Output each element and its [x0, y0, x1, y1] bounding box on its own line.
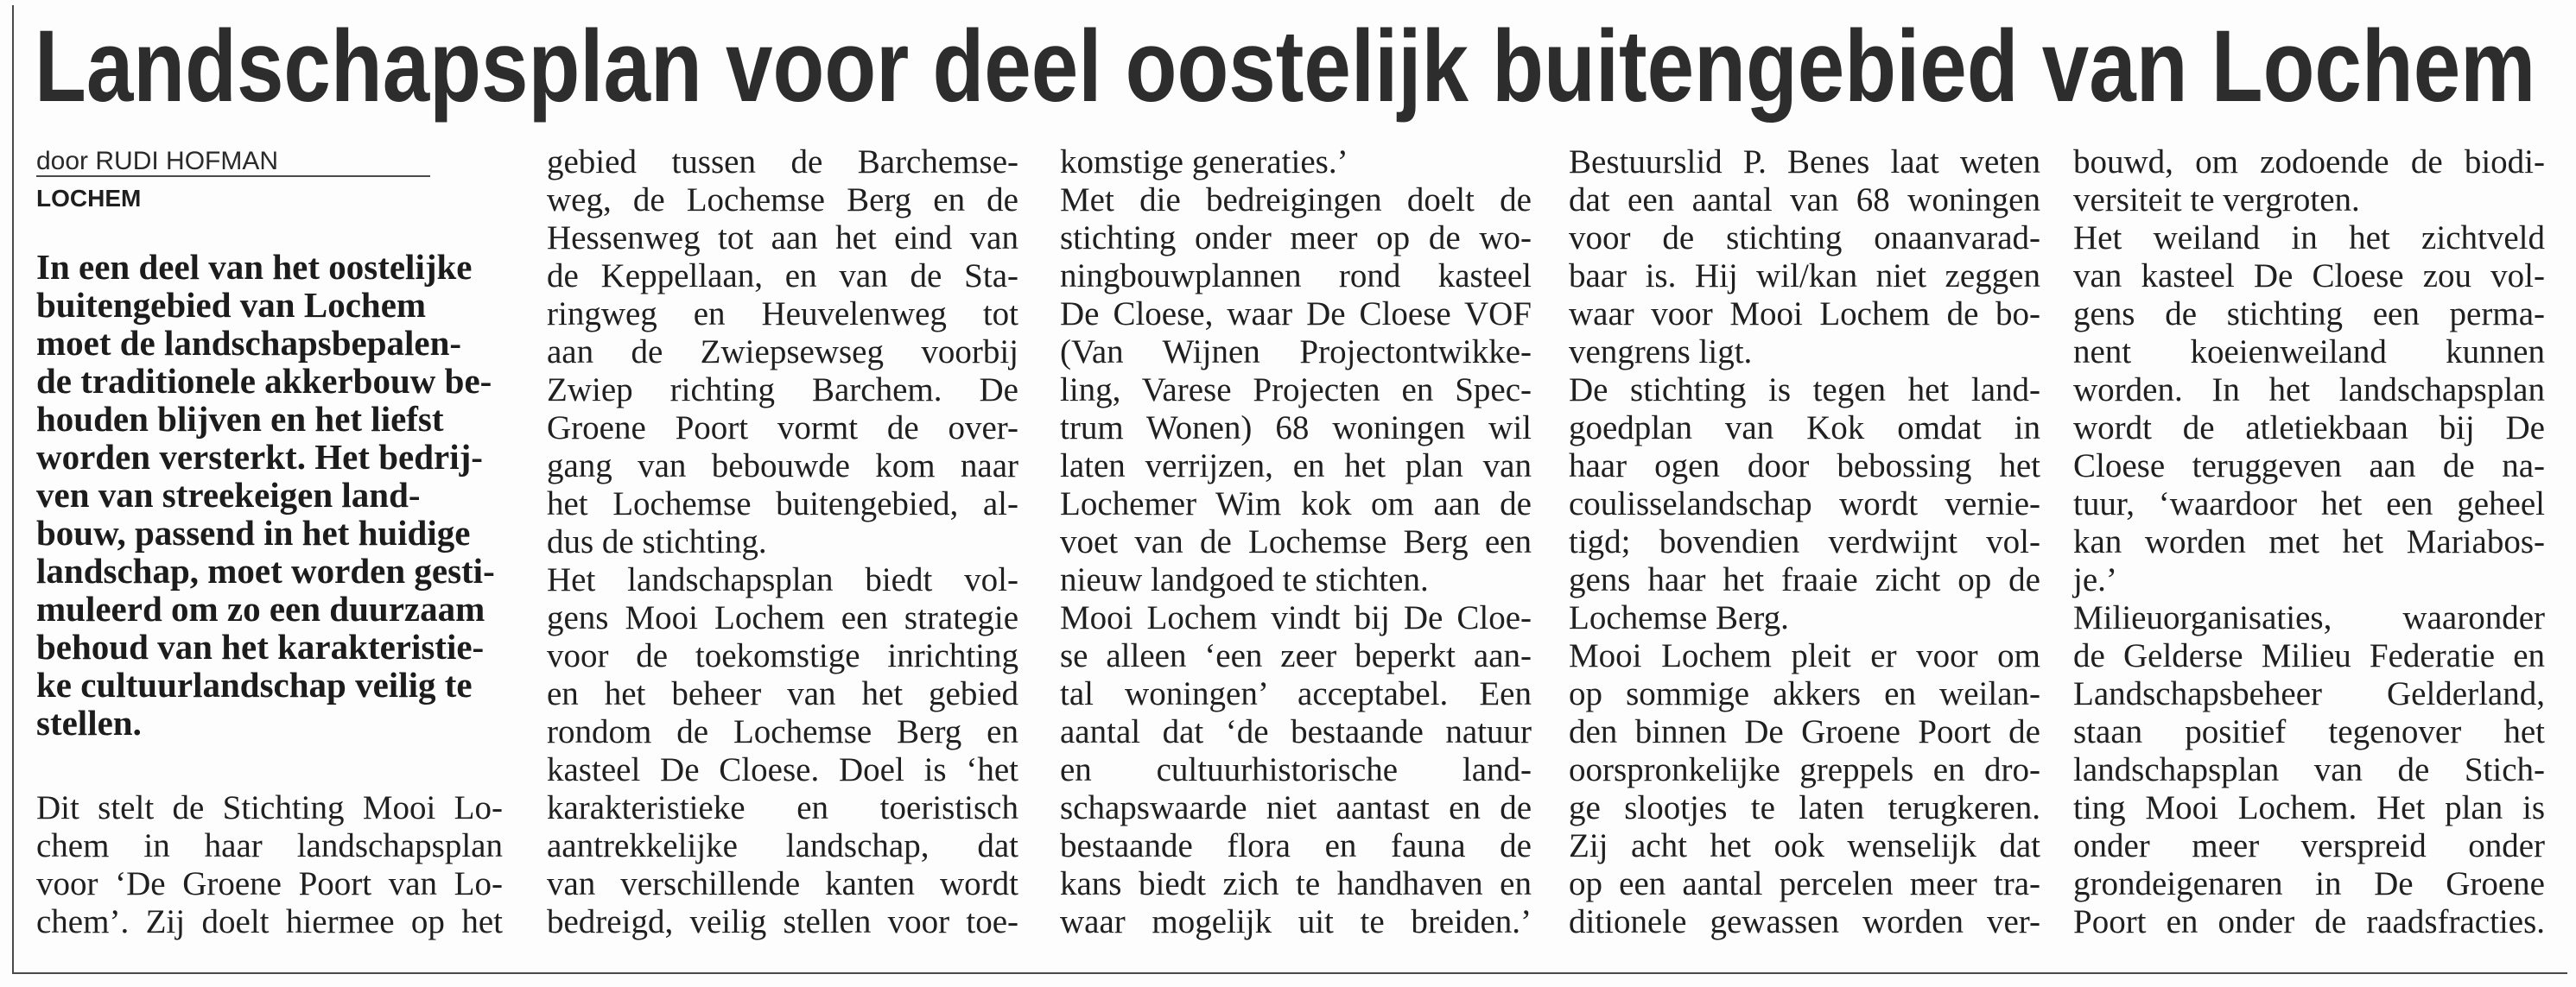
- lead-line: worden versterkt. Het bedrij-: [36, 437, 483, 477]
- body-line: van verschillende kanten wordt: [547, 865, 1018, 902]
- lead-line: de traditionele akkerbouw be-: [36, 361, 492, 401]
- body-line: bouwd, om zodoende de biodi-: [2073, 143, 2545, 180]
- body-line: Zwiep richting Barchem. De: [547, 371, 1018, 408]
- body-line: waar voor Mooi Lochem de bo-: [1569, 295, 2040, 332]
- body-line: landschapsplan van de Stich-: [2073, 751, 2545, 788]
- left-border-rule: [12, 5, 14, 974]
- byline-underline: [36, 175, 430, 177]
- body-line: aantal dat ‘de bestaande natuur: [1060, 713, 1532, 750]
- body-line: weg, de Lochemse Berg en de: [547, 181, 1018, 218]
- body-line: kasteel De Cloese. Doel is ‘het: [547, 751, 1018, 788]
- body-line: Lochemse Berg.: [1569, 599, 1789, 636]
- column-1-body: [36, 789, 503, 941]
- body-line: waar mogelijk uit te breiden.’: [1060, 903, 1532, 940]
- body-line: Dit stelt de Stichting Mooi Lo-: [36, 789, 503, 826]
- lead-line: houden blijven en het liefst: [36, 399, 444, 439]
- lead-line: landschap, moet worden gesti-: [36, 551, 495, 591]
- body-line: Bestuurslid P. Benes laat weten: [1569, 143, 2040, 180]
- body-line: je.’: [2073, 561, 2117, 598]
- body-line: komstige generaties.’: [1060, 143, 1348, 180]
- body-line: en het beheer van het gebied: [547, 675, 1018, 712]
- body-line: wordt de atletiekbaan bij De: [2073, 409, 2545, 446]
- body-line: den binnen De Groene Poort de: [1569, 713, 2040, 750]
- body-line: oorspronkelijke greppels en dro-: [1569, 751, 2040, 788]
- body-line: de Keppellaan, en van de Sta-: [547, 257, 1018, 294]
- body-line: Mooi Lochem pleit er voor om: [1569, 637, 2040, 674]
- body-line: grondeigenaren in De Groene: [2073, 865, 2545, 902]
- body-line: tal woningen’ acceptabel. Een: [1060, 675, 1532, 712]
- lead-line: stellen.: [36, 703, 142, 743]
- body-line: schapswaarde niet aantast en de: [1060, 789, 1532, 826]
- body-line: goedplan van Kok omdat in: [1569, 409, 2040, 446]
- dateline: LOCHEM: [36, 185, 142, 212]
- body-line: onder meer verspreid onder: [2073, 827, 2545, 864]
- body-line: gens Mooi Lochem een strategie: [547, 599, 1018, 636]
- body-line: versiteit te vergroten.: [2073, 181, 2360, 218]
- body-line: chem’. Zij doelt hiermee op het: [36, 903, 503, 940]
- body-line: trum Wonen) 68 woningen wil: [1060, 409, 1532, 446]
- body-line: tigd; bovendien verdwijnt vol-: [1569, 523, 2040, 560]
- body-line: de Gelderse Milieu Federatie en: [2073, 637, 2545, 674]
- headline: Landschapsplan voor deel oostelijk buitengebied van Lochem: [35, 9, 2536, 123]
- body-line: Lochemer Wim kok om aan de: [1060, 485, 1532, 522]
- body-line: voor de toekomstige inrichting: [547, 637, 1018, 674]
- lead-line: moet de landschapsbepalen-: [36, 323, 462, 363]
- lead-paragraph: [36, 248, 510, 742]
- body-line: (Van Wijnen Projectontwikke-: [1060, 333, 1532, 370]
- body-line: baar is. Hij wil/kan niet zeggen: [1569, 257, 2040, 294]
- body-line: kans biedt zich te handhaven en: [1060, 865, 1532, 902]
- body-line: chem in haar landschapsplan: [36, 827, 503, 864]
- lead-line: behoud van het karakteristie-: [36, 627, 485, 667]
- body-line: ringweg en Heuvelenweg tot: [547, 295, 1018, 332]
- body-line: staan positief tegenover het: [2073, 713, 2545, 750]
- body-line: ningbouwplannen rond kasteel: [1060, 257, 1532, 294]
- body-line: Zij acht het ook wenselijk dat: [1569, 827, 2040, 864]
- lead-line: ven van streekeigen land-: [36, 475, 421, 515]
- body-line: ting Mooi Lochem. Het plan is: [2073, 789, 2545, 826]
- body-line: coulisselandschap wordt vernie-: [1569, 485, 2040, 522]
- body-line: ge slootjes te laten terugkeren.: [1569, 789, 2040, 826]
- body-line: nieuw landgoed te stichten.: [1060, 561, 1429, 598]
- lead-line: ke cultuurlandschap veilig te: [36, 665, 473, 705]
- body-line: dat een aantal van 68 woningen: [1569, 181, 2040, 218]
- body-line: op een aantal percelen meer tra-: [1569, 865, 2040, 902]
- body-line: gang van bebouwde kom naar: [547, 447, 1018, 484]
- column-4: [1569, 143, 2040, 941]
- body-line: haar ogen door bebossing het: [1569, 447, 2040, 484]
- lead-line: buitengebied van Lochem: [36, 285, 427, 325]
- body-line: De Cloese, waar De Cloese VOF: [1060, 295, 1532, 332]
- column-2: [547, 143, 1018, 941]
- lead-line: bouw, passend in het huidige: [36, 513, 471, 553]
- body-line: laten verrijzen, en het plan van: [1060, 447, 1532, 484]
- body-line: dus de stichting.: [547, 523, 767, 560]
- body-line: Milieuorganisaties, waaronder: [2073, 599, 2545, 636]
- body-line: ditionele gewassen worden ver-: [1569, 903, 2040, 940]
- body-line: Het weiland in het zichtveld: [2073, 219, 2545, 256]
- body-line: voor de stichting onaanvarad-: [1569, 219, 2040, 256]
- body-line: se alleen ‘een zeer beperkt aan-: [1060, 637, 1532, 674]
- body-line: Landschapsbeheer Gelderland,: [2073, 675, 2545, 712]
- body-line: aantrekkelijke landschap, dat: [547, 827, 1018, 864]
- body-line: Groene Poort vormt de over-: [547, 409, 1018, 446]
- body-line: aan de Zwiepsewseg voorbij: [547, 333, 1018, 370]
- body-line: gens de stichting een perma-: [2073, 295, 2545, 332]
- body-line: vengrens ligt.: [1569, 333, 1753, 370]
- body-line: karakteristieke en toeristisch: [547, 789, 1018, 826]
- column-5: [2073, 143, 2545, 941]
- body-line: ling, Varese Projecten en Spec-: [1060, 371, 1532, 408]
- body-line: gens haar het fraaie zicht op de: [1569, 561, 2040, 598]
- body-line: Met die bedreigingen doelt de: [1060, 181, 1532, 218]
- body-line: nent koeienweiland kunnen: [2073, 333, 2545, 370]
- lead-line: In een deel van het oostelijke: [36, 247, 473, 287]
- body-line: voet van de Lochemse Berg een: [1060, 523, 1532, 560]
- body-line: Poort en onder de raadsfracties.: [2073, 903, 2545, 940]
- lead-line: muleerd om zo een duurzaam: [36, 589, 485, 629]
- body-line: gebied tussen de Barchemse-: [547, 143, 1018, 180]
- body-line: tuur, ‘waardoor het een geheel: [2073, 485, 2545, 522]
- body-line: De stichting is tegen het land-: [1569, 371, 2040, 408]
- body-line: Cloese teruggeven aan de na-: [2073, 447, 2545, 484]
- body-line: en cultuurhistorische land-: [1060, 751, 1532, 788]
- body-line: van kasteel De Cloese zou vol-: [2073, 257, 2545, 294]
- body-line: kan worden met het Mariabos-: [2073, 523, 2545, 560]
- body-line: bedreigd, veilig stellen voor toe-: [547, 903, 1018, 940]
- body-line: Hessenweg tot aan het eind van: [547, 219, 1018, 256]
- body-line: stichting onder meer op de wo-: [1060, 219, 1532, 256]
- bottom-border-rule: [12, 972, 2567, 974]
- body-line: op sommige akkers en weilan-: [1569, 675, 2040, 712]
- byline-author: door RUDI HOFMAN: [36, 147, 279, 175]
- body-line: Mooi Lochem vindt bij De Cloe-: [1060, 599, 1532, 636]
- body-line: worden. In het landschapsplan: [2073, 371, 2545, 408]
- column-3: [1060, 143, 1532, 941]
- body-line: bestaande flora en fauna de: [1060, 827, 1532, 864]
- body-line: het Lochemse buitengebied, al-: [547, 485, 1018, 522]
- body-line: Het landschapsplan biedt vol-: [547, 561, 1018, 598]
- body-line: voor ‘De Groene Poort van Lo-: [36, 865, 503, 902]
- body-line: rondom de Lochemse Berg en: [547, 713, 1018, 750]
